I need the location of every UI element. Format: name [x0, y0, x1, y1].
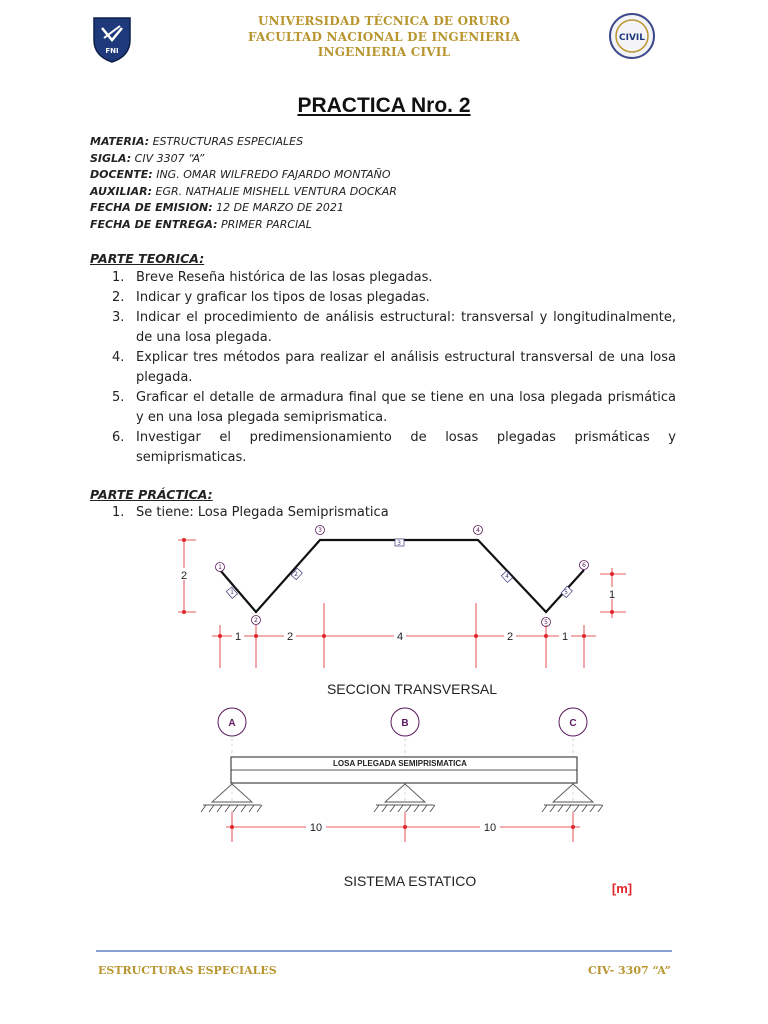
header-faculty: FACULTAD NACIONAL DE INGENIERIA — [247, 30, 521, 44]
list-number: 3. — [112, 310, 125, 325]
dim-horizontal: 2 — [506, 631, 514, 643]
support-label: B — [401, 718, 409, 729]
node-label: 3 — [318, 527, 322, 534]
meta-key: SIGLA: — [90, 151, 132, 165]
support-symbols — [201, 784, 603, 812]
meta-key: FECHA DE ENTREGA: — [90, 217, 218, 231]
static-title: SISTEMA ESTATICO — [343, 873, 477, 889]
span-dimensions — [226, 812, 580, 842]
span-value: 10 — [483, 822, 497, 834]
list-text: Breve Reseña histórica de las losas plegadas. — [136, 270, 433, 285]
node-label: 1 — [218, 564, 222, 571]
logo-right-text: CIVIL — [618, 33, 646, 43]
logo-left-text: FNI — [105, 47, 119, 55]
section-title: SECCION TRANSVERSAL — [326, 681, 498, 697]
list-text: Graficar el detalle de armadura final que se tiene en una losa plegada prismática y en una losa plegada semiprismatica. — [136, 390, 676, 425]
list-text: Explicar tres métodos para realizar el análisis estructural transversal de una losa plegada. — [136, 350, 676, 385]
node-label: 6 — [582, 562, 586, 569]
node-label: 5 — [544, 619, 548, 626]
support-label: A — [228, 718, 236, 729]
meta-value: 12 DE MARZO DE 2021 — [212, 201, 344, 214]
member-label: 2 — [294, 571, 298, 578]
section-heading-teorica: PARTE TEORICA: — [90, 251, 205, 266]
meta-key: DOCENTE: — [90, 168, 153, 181]
list-text: Indicar el procedimiento de análisis estructural: transversal y longitudinalmente, de una losa plegada. — [136, 310, 676, 345]
member-markers — [226, 539, 572, 598]
dimension-lines — [178, 538, 626, 668]
list-text: Se tiene: Losa Plegada Semiprismatica — [136, 505, 389, 520]
meta-value: ING. OMAR WILFREDO FAJARDO MONTAÑO — [152, 168, 391, 181]
folded-slab-profile — [220, 540, 584, 612]
list-number: 6. — [112, 430, 125, 445]
node-label: 4 — [476, 527, 480, 534]
dim-horizontal: 2 — [286, 631, 294, 643]
list-number: 1. — [112, 505, 125, 520]
node-label: 2 — [254, 617, 258, 624]
list-number: 2. — [112, 290, 125, 305]
footer-code: CIV- 3307 “A” — [588, 964, 671, 977]
dim-height-left: 2 — [180, 570, 188, 582]
footer-course: ESTRUCTURAS ESPECIALES — [98, 964, 277, 977]
member-label: 4 — [505, 573, 509, 580]
dim-horizontal: 4 — [396, 631, 404, 643]
dim-horizontal: 1 — [561, 631, 569, 643]
meta-key: AUXILIAR: — [90, 184, 153, 198]
dim-horizontal: 1 — [234, 631, 242, 643]
meta-value: ESTRUCTURAS ESPECIALES — [149, 135, 304, 148]
list-text: Indicar y graficar los tipos de losas plegadas. — [136, 290, 430, 305]
list-number: 5. — [112, 390, 125, 405]
dim-height-right: 1 — [608, 589, 616, 601]
meta-key: FECHA DE EMISION: — [90, 201, 213, 214]
page-title: PRACTICA Nro. 2 — [297, 94, 471, 117]
footer-divider — [96, 950, 672, 952]
units-label: [m] — [611, 881, 633, 896]
member-label: 3 — [397, 540, 401, 547]
meta-value: PRIMER PARCIAL — [217, 217, 312, 231]
section-heading-practica: PARTE PRÁCTICA: — [90, 487, 213, 502]
list-number: 4. — [112, 350, 125, 365]
beam-label: LOSA PLEGADA SEMIPRISMATICA — [333, 759, 467, 768]
header-university: UNIVERSIDAD TÉCNICA DE ORURO — [258, 14, 510, 28]
list-number: 1. — [112, 270, 125, 285]
member-label: 5 — [564, 589, 568, 596]
meta-value: CIV 3307 “A” — [131, 151, 205, 165]
list-text: Investigar el predimensionamiento de losas plegadas prismáticas y semiprismaticas. — [136, 430, 676, 465]
meta-key: MATERIA: — [90, 135, 150, 148]
support-label: C — [569, 718, 577, 729]
span-value: 10 — [309, 822, 323, 834]
meta-value: EGR. NATHALIE MISHELL VENTURA DOCKAR — [152, 184, 397, 198]
member-label: 1 — [230, 589, 234, 596]
header-career: INGENIERIA CIVIL — [317, 45, 451, 59]
